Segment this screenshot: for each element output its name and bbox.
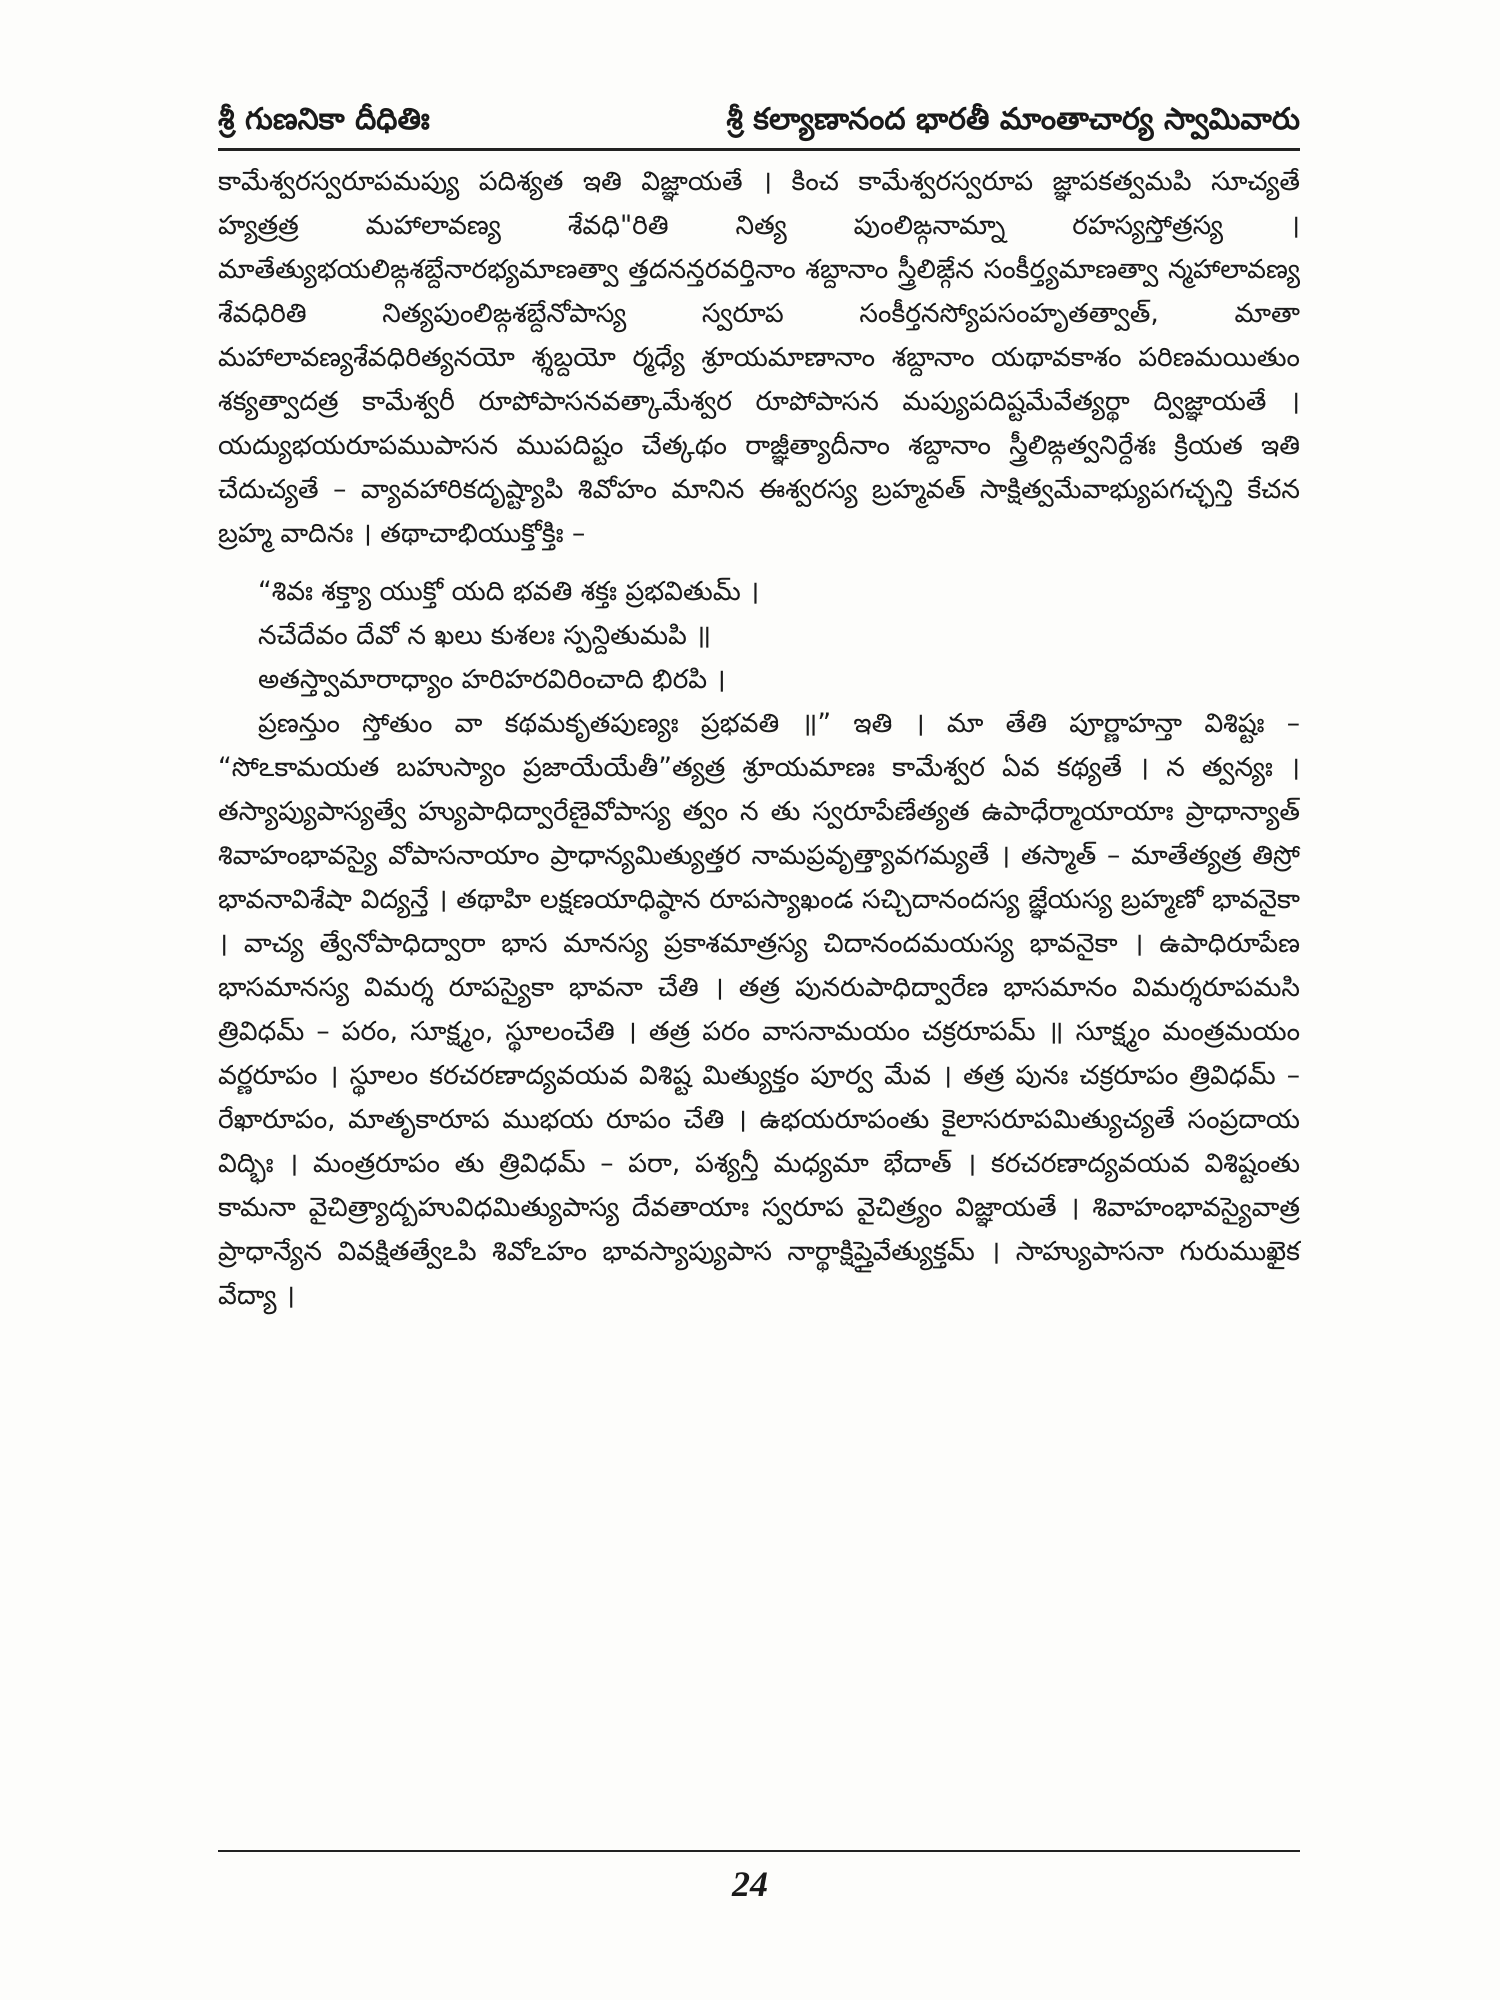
page-number: 24 <box>732 1864 768 1904</box>
verse-line-3: అతస్త్వామారాధ్యాం హరిహరవిరించాది భిరపి । <box>258 664 726 695</box>
verse-block <box>218 570 1300 702</box>
header-rule <box>218 148 1300 151</box>
paragraph-1: కామేశ్వరస్వరూపమప్యు పదిశ్యత ఇతి విజ్ఞాయతే । కించ కామేశ్వరస్వరూప జ్ఞాపకత్వమపి సూచ్యతే హ్యత్రత్ర మహాలావణ్య శేవధి"రితి నిత్య పుంలిఙ్గనామ్నా రహస్యస్తోత్రస్య । మాతేత్యుభయలిఙ్గశబ్దేనారభ్యమాణత్వా త్తదనన్తరవర్తినాం శబ్దానాం స్త్రీలిఙ్గేన సంకీర్త్యమాణత్వా న్మహాలావణ్య శేవధిరితి నిత్యపుంలిఙ్గశబ్దేనోపాస్య స్వరూప సంకీర్తనస్యోపసంహృతత్వాత్, మాతా మహాలావణ్యశేవధిరిత్యనయో శ్శబ్దయో ర్మధ్యే శ్రూయమాణానాం శబ్దానాం యథావకాశం పరిణమయితుం శక్యత్వాదత్ర కామేశ్వరీ రూపోపాసనవత్కామేశ్వర రూపోపాసన మప్యుపదిష్టమేవేత్యర్థా ద్విజ్ఞాయతే । యద్యుభయరూపముపాసన ముపదిష్టం చేత్కథం రాజ్ఞీత్యాదీనాం శబ్దానాం స్త్రీలిఙ్గత్వనిర్దేశః క్రియత ఇతి చేదుచ్యతే – వ్యావహారికదృష్ట్యాపి శివోహం మానిన ఈశ్వరస్య బ్రహ్మవత్ సాక్షిత్వమేవాభ్యుపగచ్ఛన్తి కేచన బ్రహ్మ వాదినః । తథాచాభియుక్తోక్తిః – <box>218 166 1300 549</box>
paragraph-2: ప్రణన్తుం స్తోతుం వా కథమకృతపుణ్యః ప్రభవతి ॥” ఇతి । మా తేతి పూర్ణాహన్తా విశిష్టః – “సోఽకామయత బహుస్యాం ప్రజాయేయేతీ”త్యత్ర శ్రూయమాణః కామేశ్వర ఏవ కథ్యతే । న త్వన్యః । తస్యాప్యుపాస్యత్వే హ్యుపాధిద్వారేణైవోపాస్య త్వం న తు స్వరూపేణేత్యత ఉపాధేర్మాయాయాః ప్రాధాన్యాత్ శివాహంభావస్యై వోపాసనాయాం ప్రాధాన్యమిత్యుత్తర నామప్రవృత్త్యావగమ్యతే । తస్మాత్ – మాతేత్యత్ర తిస్రో భావనావిశేషా విద్యన్తే । తథాహి లక్షణయాధిష్ఠాన రూపస్యాఖండ సచ్చిదానందస్య జ్ఞేయస్య బ్రహ్మణో భావనైకా । వాచ్య త్వేనోపాధిద్వారా భాస మానస్య ప్రకాశమాత్రస్య చిదానందమయస్య భావనైకా । ఉపాధిరూపేణ భాసమానస్య విమర్శ రూపస్యైకా భావనా చేతి । తత్ర పునరుపాధిద్వారేణ భాసమానం విమర్శరూపమసి త్రివిధమ్ – పరం, సూక్ష్మం, స్థూలంచేతి । తత్ర పరం వాసనామయం చక్రరూపమ్ ॥ సూక్ష్మం మంత్రమయం వర్ణరూపం । స్థూలం కరచరణాద్యవయవ విశిష్ట మిత్యుక్తం పూర్వ మేవ । తత్ర పునః చక్రరూపం త్రివిధమ్ – రేఖారూపం, మాతృకారూప ముభయ రూపం చేతి । ఉభయరూపంతు కైలాసరూపమిత్యుచ్యతే సంప్రదాయ విద్భిః । మంత్రరూపం తు త్రివిధమ్ – పరా, పశ్యన్తీ మధ్యమా భేదాత్ । కరచరణాద్యవయవ విశిష్టంతు కామనా వైచిత్ర్యాద్బహువిధమిత్యుపాస్య దేవతాయాః స్వరూప వైచిత్ర్యం విజ్ఞాయతే । శివాహంభావస్యైవాత్ర ప్రాధాన్యేన వివక్షితత్వేఽపి శివోఽహం భావస్యాప్యుపాస నార్థాక్షిప్తైవేత్యుక్తమ్ । సాహ్యుపాసనా గురుముఖైక వేద్యా । <box>218 708 1300 1311</box>
body-text <box>218 160 1300 1318</box>
verse-line-1: “శివః శక్త్యా యుక్తో యది భవతి శక్తః ప్రభవితుమ్ । <box>258 576 760 607</box>
header-author: శ్రీ కల్యాణానంద భారతీ మాంతాచార్య స్వామివారు <box>726 102 1300 137</box>
running-header <box>218 96 1300 140</box>
verse-line-2: నచేదేవం దేవో న ఖలు కుశలః స్పన్దితుమపి ॥ <box>258 620 712 651</box>
header-book-title: శ్రీ గుణనికా దీధితిః <box>218 102 430 137</box>
footer-rule <box>218 1850 1300 1852</box>
